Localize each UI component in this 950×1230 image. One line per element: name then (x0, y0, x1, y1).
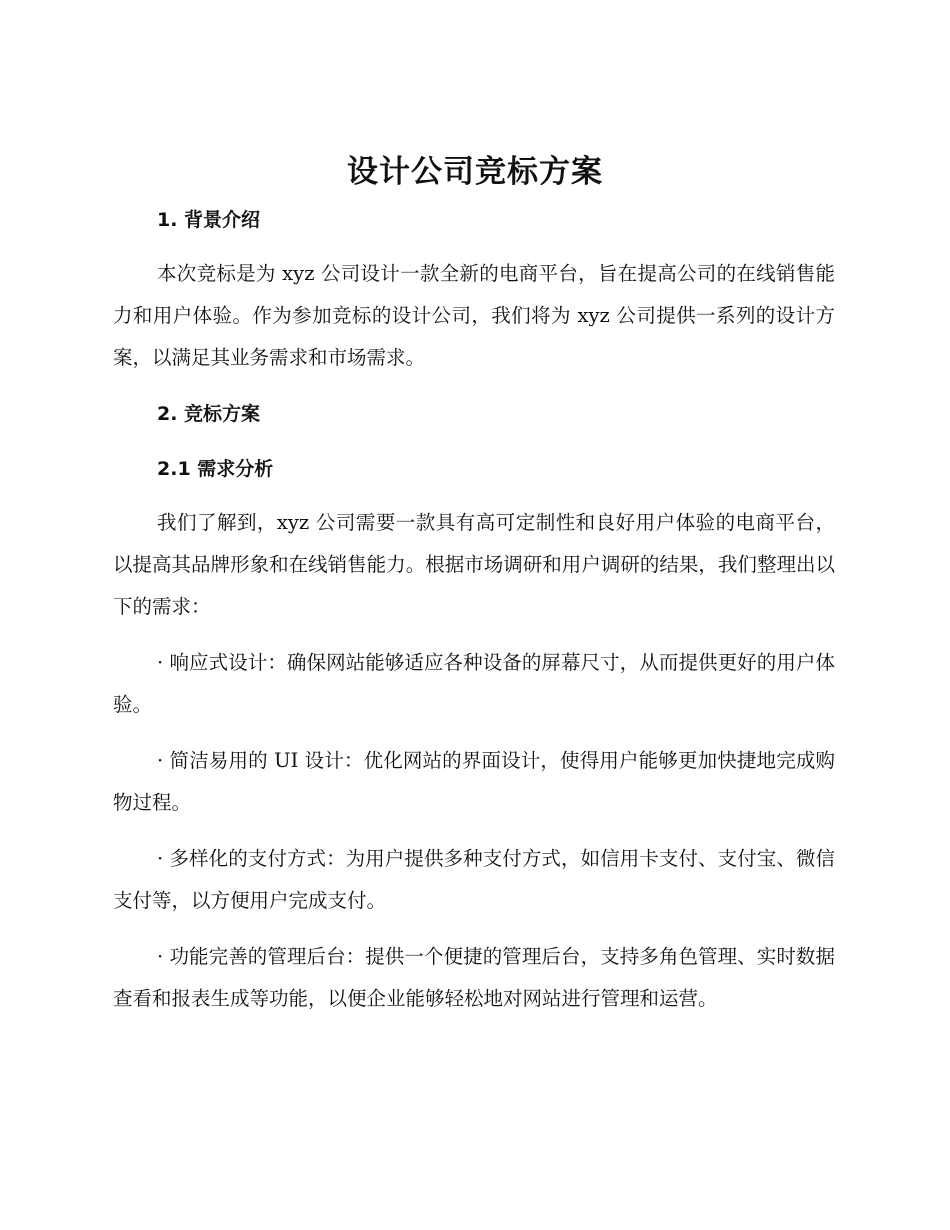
paragraph-requirements-intro: 我们了解到，xyz 公司需要一款具有高可定制性和良好用户体验的电商平台，以提高其品牌形象和在线销售能力。根据市场调研和用户调研的结果，我们整理出以下的需求： (113, 511, 835, 618)
list-item-payment-methods: · 多样化的支付方式：为用户提供多种支付方式，如信用卡支付、支付宝、微信支付等，以方便用户完成支付。 (113, 847, 835, 912)
list-item-admin-backend: · 功能完善的管理后台：提供一个便捷的管理后台，支持多角色管理、实时数据查看和报表生成等功能，以便企业能够轻松地对网站进行管理和运营。 (113, 945, 835, 1010)
list-item-ui-design: · 简洁易用的 UI 设计：优化网站的界面设计，使得用户能够更加快捷地完成购物过程。 (113, 749, 835, 814)
document-title: 设计公司竞标方案 (347, 154, 603, 190)
list-item-responsive-design: · 响应式设计：确保网站能够适应各种设备的屏幕尺寸，从而提供更好的用户体验。 (113, 651, 835, 716)
subsection-heading-requirements: 2.1 需求分析 (157, 458, 274, 480)
section-heading-background: 1. 背景介绍 (157, 209, 261, 231)
section-heading-bid-plan: 2. 竞标方案 (157, 403, 261, 425)
paragraph-background: 本次竞标是为 xyz 公司设计一款全新的电商平台，旨在提高公司的在线销售能力和用户体验。作为参加竞标的设计公司，我们将为 xyz 公司提供一系列的设计方案，以满足其业务需求和市场需求。 (113, 262, 835, 369)
